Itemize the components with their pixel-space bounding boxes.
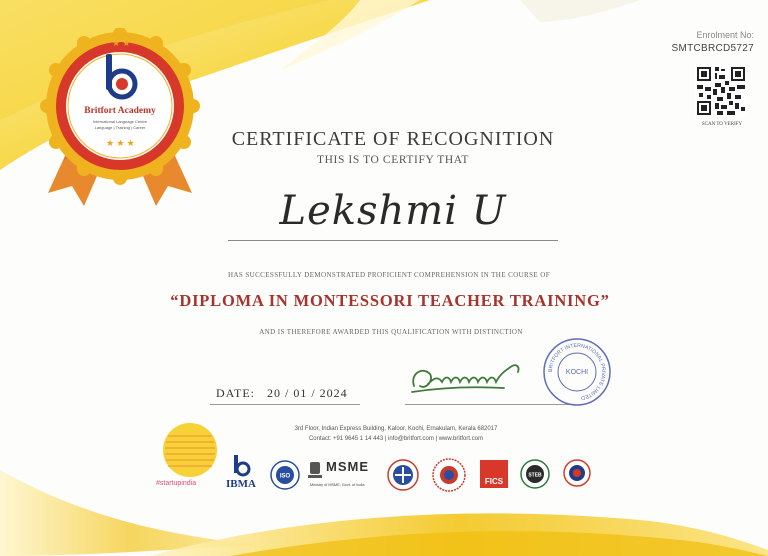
scan-to-verify-label: SCAN TO VERIFY — [701, 122, 743, 127]
date-underline — [210, 404, 360, 405]
emblem-icon — [306, 460, 324, 482]
name-underline — [228, 240, 558, 241]
course-name: “DIPLOMA IN MONTESSORI TEACHER TRAINING” — [170, 291, 610, 310]
footer-contact: Contact: +91 9645 1 14 443 | info@britfort.com | www.britfort.com — [308, 436, 484, 442]
startup-india-logo-icon — [162, 422, 218, 478]
certification-seal-icon — [431, 457, 467, 493]
iso-logo-icon — [270, 460, 300, 490]
ibma-label: IBMA — [226, 478, 256, 490]
company-stamp — [542, 337, 612, 407]
date-field — [216, 386, 348, 401]
badge-tagline-1: International Language Centre — [92, 119, 148, 124]
steb-logo-icon — [520, 459, 550, 489]
accreditation-logo-icon — [387, 459, 419, 491]
stamp-ring-text: BRITFORT INTERNATIONAL PRIVATE LIMITED — [547, 342, 607, 401]
date-label: DATE: — [216, 386, 255, 400]
msme-sub-label: Ministry of MSME, Govt. of India — [310, 483, 365, 487]
qr-code[interactable] — [695, 65, 747, 117]
startup-india-label: #startupindia — [156, 480, 197, 487]
iso-label: ISO — [279, 473, 291, 480]
certificate-title: CERTIFICATE OF RECOGNITION — [231, 128, 555, 150]
signature — [408, 356, 528, 402]
fics-logo-icon — [479, 459, 509, 489]
date-value: 20 / 01 / 2024 — [267, 386, 348, 400]
badge-tagline-2: Language | Training | Career — [94, 125, 146, 130]
enrolment-number: SMTCBRCD5727 — [671, 43, 754, 54]
stamp-center-text: KOCHI — [565, 369, 589, 376]
enrolment-label: Enrolment No: — [696, 30, 754, 40]
footer-address: 3rd Floor, Indian Express Building, Kaloor, Kochi, Ernakulam, Kerala 682017 — [294, 426, 498, 432]
britfort-logo-icon — [102, 52, 138, 102]
star-icon-top: ★ ★ — [112, 38, 131, 48]
ibma-logo-icon — [232, 454, 252, 478]
badge-brand: Britfort Academy — [84, 106, 156, 116]
awarded-text: AND IS THEREFORE AWARDED THIS QUALIFICATION WITH DISTINCTION — [259, 328, 523, 336]
steb-label: STEB — [528, 472, 542, 479]
recipient-name: Lekshmi U — [279, 188, 507, 234]
star-icon-bottom: ★ ★ ★ — [106, 138, 135, 148]
club-logo-icon — [563, 459, 591, 487]
fics-label: FICS — [484, 477, 504, 486]
msme-label: MSME — [326, 459, 369, 474]
certificate-subtitle: THIS IS TO CERTIFY THAT — [317, 154, 469, 166]
demonstrated-text: HAS SUCCESSFULLY DEMONSTRATED PROFICIENT COMPREHENSION IN THE COURSE OF — [228, 271, 550, 279]
